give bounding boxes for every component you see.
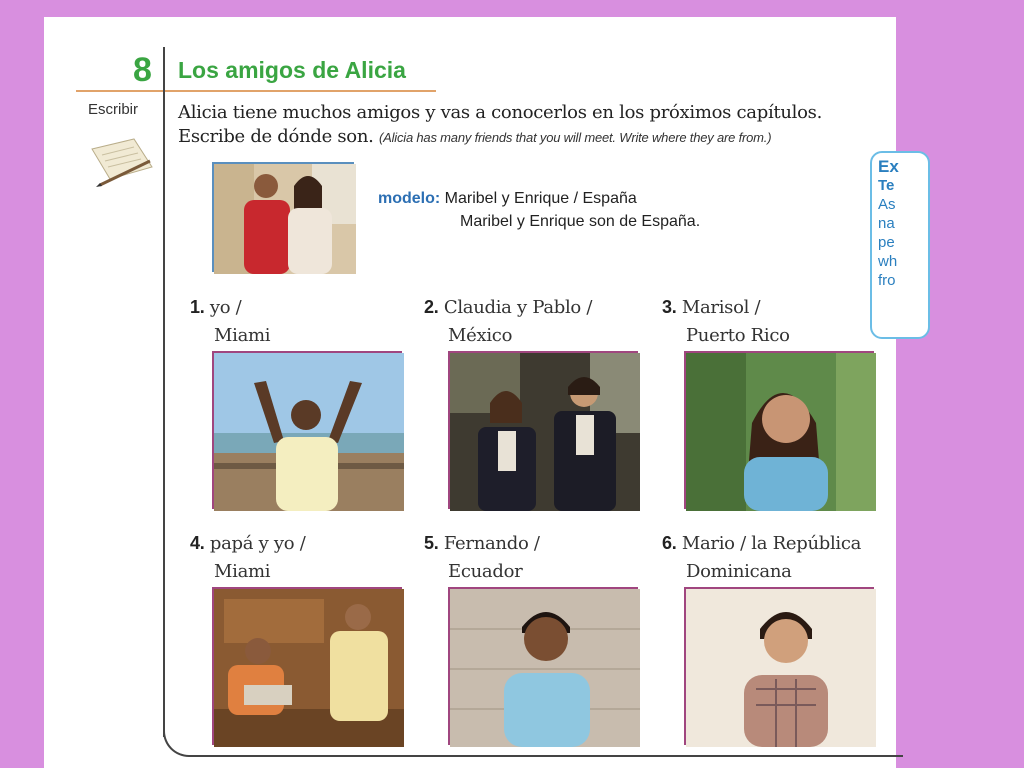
item-photo-4 [212,587,402,745]
item-place: Miami [214,561,271,582]
side-box-line: pe [878,234,895,251]
title-rule [76,90,436,92]
item-subject: Claudia y Pablo / [443,297,593,318]
writing-icon [88,125,158,187]
model-label: modelo: [378,190,441,207]
side-box-line: wh [878,253,898,270]
side-box-line: As [878,196,896,213]
model-example [378,187,700,233]
item-subject: papá y yo / [209,533,306,554]
item-number: 1. [190,297,205,317]
instructions-line-1: Alicia tiene muchos amigos y vas a conocerlos en los próximos capítulos. [178,102,822,123]
model-answer: Maribel y Enrique son de España. [460,213,701,230]
item-number: 3. [662,297,677,317]
item-caption [190,293,270,350]
model-prompt: Maribel y Enrique / España [444,190,637,207]
item-photo-6 [684,587,874,745]
item-number: 2. [424,297,439,317]
instructions-line-2 [178,125,898,150]
item-caption [662,293,790,350]
item-place: Puerto Rico [686,325,790,346]
item-number: 6. [662,533,677,553]
item-number: 4. [190,533,205,553]
item-place: México [448,325,513,346]
margin-line [163,47,165,737]
item-place: Ecuador [448,561,523,582]
side-box-line: fro [878,272,896,289]
item-place: Dominicana [686,561,792,582]
activity-title: Los amigos de Alicia [178,57,406,83]
item-subject: yo / [209,297,242,318]
model-line-1 [378,187,700,210]
instructions-spanish: Escribe de dónde son. [178,126,374,147]
textbook-page [44,17,899,768]
side-box [870,151,930,339]
item-caption [424,529,540,586]
side-box-line: na [878,215,895,232]
item-photo-5 [448,587,638,745]
item-caption [190,529,305,586]
item-photo-3 [684,351,874,509]
item-number: 5. [424,533,439,553]
instructions-english: (Alicia has many friends that you will meet. Write where they are from.) [378,130,772,145]
item-place: Miami [214,325,271,346]
item-subject: Fernando / [443,533,540,554]
side-box-line: Ex [878,157,899,176]
item-subject: Mario / la República [681,533,862,554]
item-photo-1 [212,351,402,509]
item-caption [424,293,592,350]
instructions [178,101,898,150]
model-photo [212,162,354,272]
item-caption [662,529,861,586]
activity-number: 8 [133,51,152,89]
side-box-line: Te [878,177,895,194]
item-subject: Marisol / [681,297,761,318]
item-photo-2 [448,351,638,509]
skill-label: Escribir [88,101,139,118]
